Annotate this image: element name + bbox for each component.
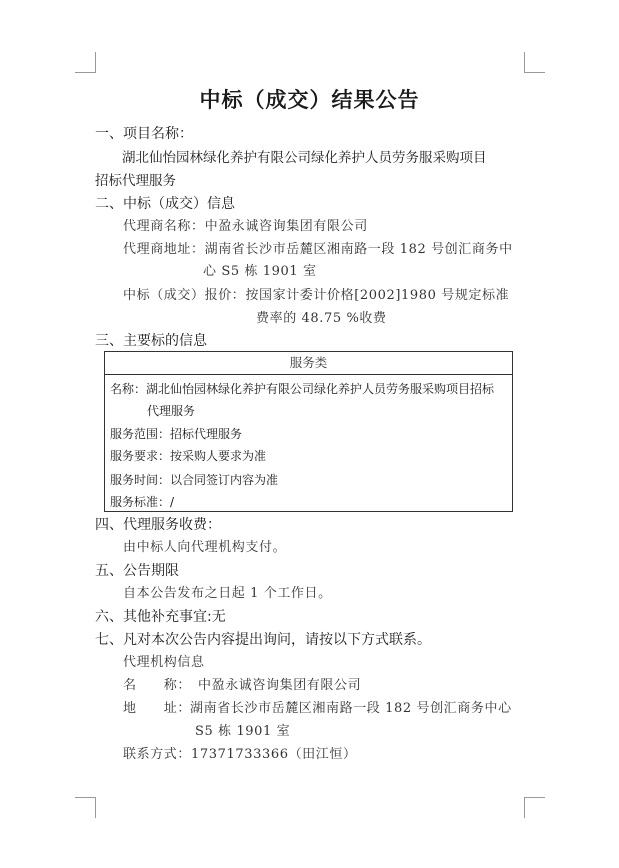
agency-info-label: 代理机构信息 xyxy=(123,655,205,670)
section-1-heading: 一、项目名称： xyxy=(95,126,193,142)
crop-mark-top-right xyxy=(524,52,545,73)
agency-contact: 联系方式：17371733366（田江恒） xyxy=(123,747,357,762)
subject-name-line-2: 代理服务 xyxy=(147,404,196,418)
agency-address-line-2: S5 栋 1901 室 xyxy=(195,724,291,739)
agency-name-value: 中盈永诚咨询集团有限公司 xyxy=(198,678,362,693)
agency-address-line-1: 湖南省长沙市岳麓区湘南路一段 182 号创汇商务中心 xyxy=(190,701,512,716)
service-time: 服务时间：以合同签订内容为准 xyxy=(110,473,279,487)
service-requirement: 服务要求：按采购人要求为准 xyxy=(110,449,267,463)
section-4-heading: 四、代理服务收费： xyxy=(95,517,221,533)
notice-period-text: 自本公告发布之日起 1 个工作日。 xyxy=(123,586,332,601)
section-3-heading: 三、主要标的信息 xyxy=(95,333,207,349)
crop-mark-bottom-right xyxy=(524,797,545,818)
section-2-heading: 二、中标（成交）信息 xyxy=(95,196,235,212)
section-6-heading: 六、其他补充事宜:无 xyxy=(95,609,226,625)
crop-mark-bottom-left xyxy=(75,797,96,818)
service-scope: 服务范围：招标代理服务 xyxy=(110,427,243,441)
subject-table-header: 服务类 xyxy=(105,352,512,375)
crop-mark-top-left xyxy=(75,52,96,73)
agent-name: 代理商名称：中盈永诚咨询集团有限公司 xyxy=(123,219,368,234)
agent-address-line-1: 代理商地址：湖南省长沙市岳麓区湘南路一段 182 号创汇商务中 xyxy=(123,242,513,257)
project-name-line-2: 招标代理服务 xyxy=(95,173,176,189)
fee-text: 由中标人向代理机构支付。 xyxy=(123,540,287,555)
service-standard: 服务标准：/ xyxy=(110,495,175,509)
page-title: 中标（成交）结果公告 xyxy=(199,88,420,112)
agency-address-label: 地 址： xyxy=(123,701,192,716)
subject-info-table xyxy=(104,351,513,512)
section-7-heading: 七、凡对本次公告内容提出询问，请按以下方式联系。 xyxy=(95,632,431,648)
agent-address-line-2: 心 S5 栋 1901 室 xyxy=(203,264,317,279)
bid-price-line-1: 中标（成交）报价：按国家计委计价格[2002]1980 号规定标准 xyxy=(123,288,510,303)
project-name-line-1: 湖北仙怡园林绿化养护有限公司绿化养护人员劳务服采购项目 xyxy=(122,150,487,166)
bid-price-line-2: 费率的 48.75 %收费 xyxy=(256,311,387,326)
section-5-heading: 五、公告期限 xyxy=(95,563,179,579)
subject-name-line-1: 名称：湖北仙怡园林绿化养护有限公司绿化养护人员劳务服采购项目招标 xyxy=(110,382,495,396)
agency-name-label: 名 称： xyxy=(123,678,192,693)
